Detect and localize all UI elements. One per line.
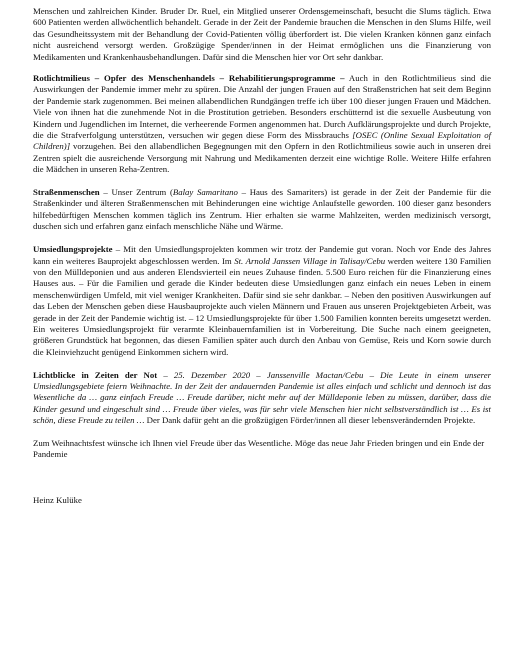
umsiedlung-heading: Umsiedlungsprojekte: [33, 244, 113, 255]
strassen-heading: Straßenmenschen: [33, 187, 100, 198]
strassen-text-1: – Unser Zentrum (: [99, 187, 173, 198]
strassen-center-name: Balay Samaritano: [172, 187, 238, 198]
lichtblicke-heading: Lichtblicke in Zeiten der Not: [33, 369, 158, 380]
paragraph-umsiedlung: [33, 244, 491, 358]
umsiedlung-text-1: – Mit den Umsiedlungsprojekten kommen wir trotz der Pandemie gut voran. Noch vor Ende des Jahres kann ein weiteres Bauprojekt abgeschlossen werden. Im: [33, 244, 491, 266]
rotlicht-heading: Rotlichtmilieus – Opfer des Menschenhandels – Rehabilitierungsprogramme –: [33, 73, 345, 84]
paragraph-intro: Menschen und zahlreichen Kinder. Bruder Dr. Ruel, ein Mitglied unserer Ordensgemeinschaft, besucht die Slums täglich. Etwa 600 Patienten werden allwöchentlich behandelt. Gerade in der Zeit der Pandemie brauchen die Menschen in den Slums Hilfe, weil das Gesundheitssystem mit der Behandlung der Covid-Patienten völlig überfordert ist. Die vielen Kranken können ganz einfach nicht ausreichend versorgt werden. Großzügige Spender/innen in der Heimat ermöglichen uns die Finanzierung von Medikamenten und Krankenhausbehandlungen. Dafür sind die Menschen hier vor Ort sehr dankbar.: [33, 6, 491, 62]
paragraph-strassenmenschen: [33, 187, 491, 233]
umsiedlung-village-name: St. Arnold Janssen Village in Talisay/Cebu: [234, 255, 386, 266]
umsiedlung-text-2: werden weitere 130 Familien von den Mülldeponien und aus anderen Elendsvierteil ein neues Zuhause finden. 5.500 Euro reichen für die Finanzierung eines Hauses aus. – Für die Familien und gerade die Kinder bedeuten diese Umsiedlungen ganz einfach ein neues Leben in einem menschenwürdigen Umfeld, mit viel weniger Krankheiten. Dafür sind sie sehr dankbar. – Neben den positiven Auswirkungen auf das Leben der Menschen geben diese Hausbauprojekte auch vielen Männern und Frauen aus unseren Projektgebieten Arbeit, was gerade in der Zeit der Pandemie wichtig ist. – 12 Umsiedlungsprojekte für über 1.500 Familien konnten bereits umgesetzt werden. Ein weiteres Umsiedlungsprojekt für verarmte Kleinbauernfamilien ist in Vorbereitung. Die Suche nach einem geeigneten, größeren Grundstück hat begonnen, das diesen Familien später auch durch den Anbau von Gemüse, Reis und Korn sowie durch die Kleinviehzucht genügend Einkommen sichern wird.: [33, 255, 492, 357]
rotlicht-text-1: Auch in den Rotlichtmilieus sind die Auswirkungen der Pandemie immer mehr zu spüren. Die Anzahl der jungen Frauen auf den Straßenstrichen hat seit dem Beginn der Pandemie stark zugenommen. Bei meinen allabendlichen Rundgängen treffe ich über 100 dieser jungen Frauen und Mädchen. Viele von ihnen hat die zunehmende Not in die Prostitution getrieben. Besonders erschütternd ist die sexuelle Ausbeutung von Kindern und Jugendlichen im Internet, die verheerende Formen angenommen hat. Durch Aufklärungsprojekte und durch Projekte, die die Strafverfolgung unterstützen, versuchen wir gegen diese Form des Missbrauchs: [33, 73, 491, 141]
lichtblicke-text: Der Dank dafür geht an die großzügigen Förder/innen all dieser lebensverändernden Projekte.: [144, 415, 476, 426]
paragraph-closing: Zum Weihnachtsfest wünsche ich Ihnen viel Freude über das Wesentliche. Möge das neue Jahr Frieden bringen und ein Ende der Pandemie: [33, 437, 485, 460]
rotlicht-text-2: vorzugehen. Bei den allabendlichen Begegnungen mit den Opfern in den Rotlichtmilieus sowie auch in unseren drei Zentren spielt die ausreichende Versorgung mit Nahrung und Medikamenten derzeit eine wichtige Rolle. Weitere Hilfe erfahren die Mädchen in unseren Reha-Zentren.: [33, 141, 491, 175]
rotlicht-osec: [OSEC (Online Sexual Exploitation of Children)]: [33, 130, 491, 152]
strassen-text-2: – Haus des Samariters) ist gerade in der Zeit der Pandemie für die Straßenkinder und älteren Straßenmenschen mit Behinderungen eine wichtige Anlaufstelle geworden. 100 dieser ganz besonders hilfebedürftigen Menschen kommen täglich ins Zentrum. Hier erhalten sie warme Mahlzeiten, werden medizinisch versorgt, duschen sich und erfahren ganz einfach menschliche Nähe und Wärme.: [33, 187, 491, 232]
paragraph-rotlicht: [33, 73, 491, 176]
lichtblicke-quote: – 25. Dezember 2020 – Janssenville Mactan/Cebu – Die Leute in einem unserer Umsiedlungsgebiete feiern Weihnachte. In der Zeit der andauernden Pandemie ist alles einfach und schlicht und dennoch ist das Wesentliche da … ganz einfach Freude … Freude darüber, nicht mehr auf der Mülldeponie leben zu müssen, darüber, dass die Kinder gesund und eingeschult sind … Freude über vieles, was für sehr viele Menschen hier nicht selbstverständlich ist … Es ist schön, diese Freude zu teilen …: [33, 369, 491, 426]
signature: Heinz Kulüke: [33, 494, 82, 505]
paragraph-lichtblicke: [33, 370, 491, 427]
